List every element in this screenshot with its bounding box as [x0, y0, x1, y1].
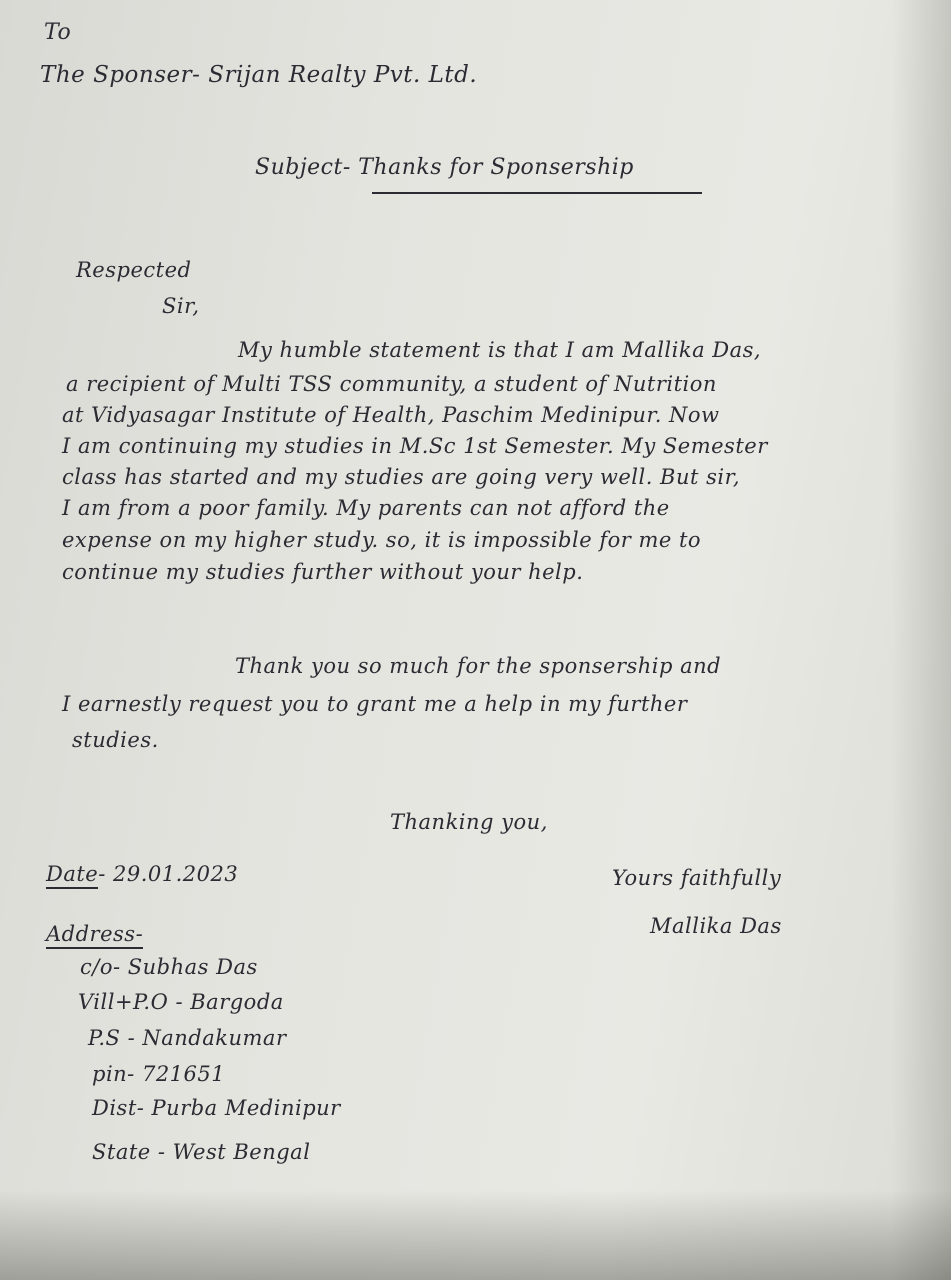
body-line: a recipient of Multi TSS community, a student of Nutrition — [66, 372, 717, 396]
body-line: I am from a poor family. My parents can not afford the — [62, 496, 670, 520]
subject-line: Subject- Thanks for Sponsership — [255, 155, 634, 180]
address-line: State - West Bengal — [92, 1140, 311, 1164]
address-line: Dist- Purba Medinipur — [92, 1096, 341, 1120]
body-line: I am continuing my studies in M.Sc 1st Semester. My Semester — [62, 434, 768, 458]
thanks-line: studies. — [72, 728, 159, 752]
body-line: continue my studies further without your help. — [62, 560, 584, 584]
address-label: Address- — [46, 922, 143, 946]
date-label: Date — [46, 862, 98, 889]
signoff-line: Yours faithfully — [612, 866, 782, 890]
page-edge-shadow — [891, 0, 951, 1280]
signature: Mallika Das — [650, 914, 782, 938]
address-line: pin- 721651 — [92, 1062, 226, 1086]
address-line: P.S - Nandakumar — [88, 1026, 287, 1050]
salutation-respected: Respected — [76, 258, 192, 282]
recipient-line: The Sponser- Srijan Realty Pvt. Ltd. — [40, 62, 478, 88]
page-bottom-shadow — [0, 1190, 951, 1280]
body-line: class has started and my studies are going very well. But sir, — [62, 465, 741, 489]
date-line — [46, 862, 238, 886]
body-line: My humble statement is that I am Mallika Das, — [238, 338, 762, 362]
closing-line: Thanking you, — [390, 810, 548, 834]
body-line: at Vidyasagar Institute of Health, Paschim Medinipur. Now — [62, 403, 720, 427]
date-value: - 29.01.2023 — [98, 862, 239, 886]
thanks-line: Thank you so much for the sponsership and — [235, 654, 722, 678]
address-line: c/o- Subhas Das — [80, 955, 258, 979]
body-line: expense on my higher study. so, it is impossible for me to — [62, 528, 702, 552]
subject-underline — [372, 192, 702, 194]
thanks-line: I earnestly request you to grant me a help in my further — [62, 692, 688, 716]
salutation-sir: Sir, — [162, 294, 200, 318]
address-line: Vill+P.O - Bargoda — [78, 990, 284, 1014]
to-line: To — [44, 20, 72, 45]
